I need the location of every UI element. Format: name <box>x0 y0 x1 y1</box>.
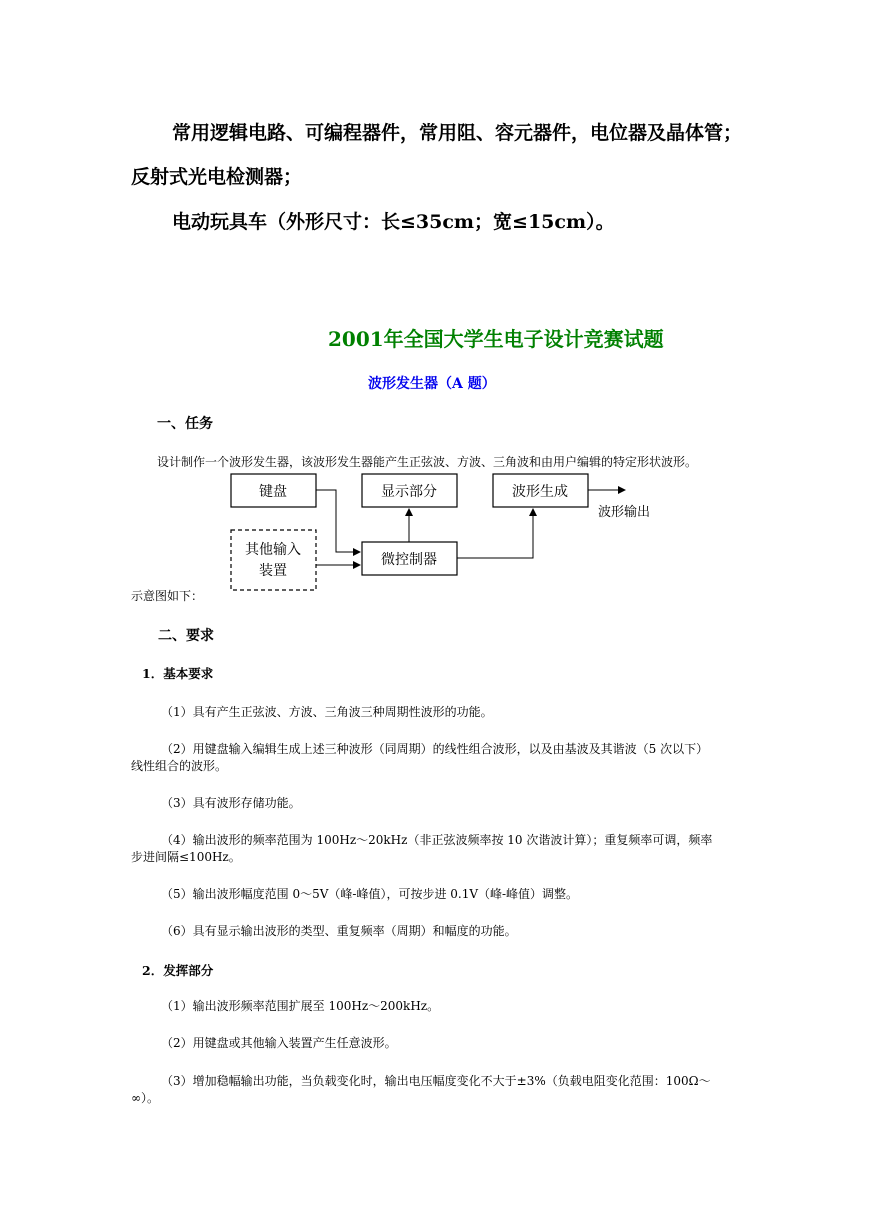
other-input-label-2: 装置 <box>259 563 287 579</box>
output-label: 波形输出 <box>598 505 651 520</box>
basic-item-3: （3）具有波形存储功能。 <box>161 796 301 810</box>
basic-item-2-cont: 线性组合的波形。 <box>131 759 228 773</box>
extra-item-3-cont: ∞）。 <box>131 1091 159 1105</box>
extra-heading: 2．发挥部分 <box>142 963 214 978</box>
requirements-heading: 二、要求 <box>158 628 214 644</box>
page-title: 2001年全国大学生电子设计竞赛试题 <box>328 327 664 351</box>
extra-item-1: （1）输出波形频率范围扩展至 100Hz～200kHz。 <box>161 999 440 1013</box>
intro-line-2: 反射式光电检测器； <box>131 166 303 188</box>
task-heading: 一、任务 <box>157 416 213 432</box>
other-input-label-1: 其他输入 <box>245 542 301 558</box>
page-subtitle: 波形发生器（A 题） <box>368 376 496 392</box>
other-input-box <box>231 530 316 590</box>
basic-item-2: （2）用键盘输入编辑生成上述三种波形（同周期）的线性组合波形，以及由基波及其谐波（5 次以下） <box>161 742 709 756</box>
basic-heading: 1．基本要求 <box>142 666 214 681</box>
intro-line-1: 常用逻辑电路、可编程器件，常用阻、容元器件，电位器及晶体管； <box>172 122 743 144</box>
mcu-label: 微控制器 <box>381 552 437 568</box>
block-diagram <box>220 468 660 598</box>
arrow-keyboard-mcu <box>316 490 360 552</box>
keyboard-label: 键盘 <box>259 484 287 500</box>
basic-item-4: （4）输出波形的频率范围为 100Hz～20kHz（非正弦波频率按 10 次谐波计算）；重复频率可调，频率 <box>161 833 713 847</box>
basic-item-6: （6）具有显示输出波形的类型、重复频率（周期）和幅度的功能。 <box>161 924 517 938</box>
task-text: 设计制作一个波形发生器，该波形发生器能产生正弦波、方波、三角波和由用户编辑的特定形状波形。 <box>157 455 698 469</box>
wavegen-label: 波形生成 <box>512 484 568 500</box>
diagram-caption: 示意图如下： <box>131 589 204 603</box>
basic-item-5: （5）输出波形幅度范围 0～5V（峰-峰值），可按步进 0.1V（峰-峰值）调整。 <box>161 887 579 901</box>
intro-line-3: 电动玩具车（外形尺寸：长≤35cm；宽≤15cm）。 <box>172 211 615 233</box>
arrow-mcu-wavegen <box>457 509 533 558</box>
display-label: 显示部分 <box>381 484 437 500</box>
extra-item-2: （2）用键盘或其他输入装置产生任意波形。 <box>161 1036 397 1050</box>
extra-item-3: （3）增加稳幅输出功能，当负载变化时，输出电压幅度变化不大于±3%（负载电阻变化范围：100Ω～ <box>161 1074 711 1088</box>
basic-item-4-cont: 步进间隔≤100Hz。 <box>131 850 241 864</box>
basic-item-1: （1）具有产生正弦波、方波、三角波三种周期性波形的功能。 <box>161 705 493 719</box>
